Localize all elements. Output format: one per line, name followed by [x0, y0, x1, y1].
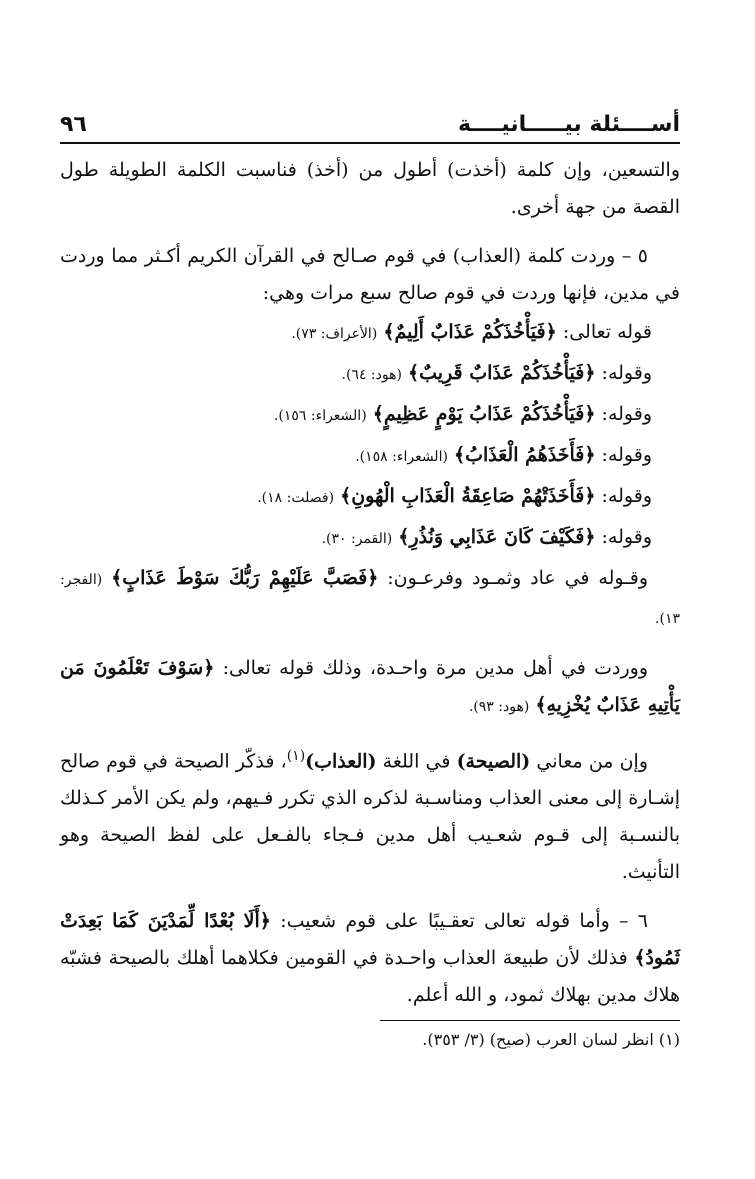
verse-line — [60, 478, 680, 517]
verse-line — [60, 355, 680, 394]
verse-lead: وقوله: — [601, 444, 652, 466]
paragraph-6 — [60, 903, 680, 1014]
verse-lead: وقوله: — [601, 485, 652, 507]
verse-ref: (الأعراف: ٧٣). — [291, 326, 378, 342]
footnote: (١) انظر لسان العرب (صيح) (٣/ ٣٥٣). — [422, 1030, 680, 1050]
p5-text-c: في اللغة — [382, 750, 451, 773]
p6-lead: ٦ – وأما قوله تعالى تعقـيبًا على قوم شعيب: — [280, 910, 649, 933]
verse-lead: وقوله: — [601, 362, 652, 384]
verse-ref: (الفجر: ١٣). — [60, 572, 680, 627]
footnote-marker: (١) — [286, 748, 306, 764]
quran-quote: ﴿فَيَأْخُذَكُمْ عَذَابُ يَوْمٍ عَظِيمٍ﴾ — [372, 403, 596, 425]
p3-lead: وقـوله في عاد وثمـود وفرعـون: — [387, 567, 649, 589]
p4-lead: ووردت في أهل مدين مرة واحـدة، وذلك قوله تعالى: — [222, 657, 648, 679]
running-title: أســــئلة بيـــــانيــــة — [458, 112, 680, 137]
quran-quote: ﴿أَلَا بُعْدًا لِّمَدْيَنَ كَمَا بَعِدَتْ ثَمُودُ﴾ — [60, 910, 681, 970]
verse-ref: (فصلت: ١٨). — [257, 490, 335, 506]
verse-ref: (هود: ٦٤). — [341, 367, 402, 383]
quran-quote: ﴿سَوْفَ تَعْلَمُونَ مَن يَأْتِيهِ عَذَابٌ يُخْزِيهِ﴾ — [60, 657, 680, 716]
quran-quote: ﴿فَكَيْفَ كَانَ عَذَابِي وَنُذُرِ﴾ — [398, 526, 596, 548]
p6-rest: فذلك لأن طبيعة العذاب واحـدة في القومين فكلاهما أهلك بالصيحة فشبّه هلاك مدين بهلاك ثمود، و الله أعلم. — [60, 947, 680, 1007]
verse-line — [60, 519, 680, 558]
quran-quote: ﴿فَيَأْخُذَكُمْ عَذَابٌ قَرِيبٌ﴾ — [408, 362, 596, 384]
p5-text-a: وإن من معاني — [536, 750, 648, 773]
quran-quote: ﴿فَيَأْخُذَكُمْ عَذَابٌ أَلِيمٌ﴾ — [383, 321, 557, 343]
verse-ref: (الشعراء: ١٥٦). — [273, 408, 367, 424]
verse-line — [60, 396, 680, 435]
quran-quote: ﴿فَأَخَذَتْهُمْ صَاعِقَةُ الْعَذَابِ الْهُونِ﴾ — [340, 485, 596, 507]
verse-lead: وقوله: — [601, 403, 652, 425]
body-text — [60, 152, 680, 1055]
verse-line — [60, 314, 680, 353]
paragraph-5 — [60, 738, 680, 891]
verse-line — [60, 437, 680, 476]
verse-ref: (هود: ٩٣). — [468, 699, 530, 715]
paragraph-1: والتسعين، وإن كلمة (أخذت) أطول من (أخذ) فناسبت الكلمة الطويلة طول القصة من جهة أخرى. — [60, 159, 680, 218]
paragraph-2: ٥ – وردت كلمة (العذاب) في قوم صـالح في القرآن الكريم أكـثر مما وردت في مدين، فإنها وردت في قوم صالح سبع مرات وهي: — [60, 245, 680, 304]
verse-ref: (القمر: ٣٠). — [321, 531, 393, 547]
quran-quote: ﴿فَأَخَذَهُمُ الْعَذَابُ﴾ — [453, 444, 596, 466]
verse-ref: (الشعراء: ١٥٨). — [355, 449, 448, 465]
verse-lead: قوله تعالى: — [562, 321, 652, 343]
quran-quote: ﴿فَصَبَّ عَلَيْهِمْ رَبُّكَ سَوْطَ عَذَابٍ﴾ — [111, 567, 379, 589]
page-number: ٩٦ — [60, 112, 87, 137]
page-header — [60, 112, 680, 144]
paragraph-3 — [60, 560, 680, 638]
p5-text-e: ، فذكّر الصيحة في قوم صالح إشـارة إلى معنى العذاب ومناسـبة لذكره الذي تكرر فـيهم، ولم يكن الأمر كـذلك بالنسـبة إلى قـوم شعـيب أهل مدين فـجاء بالفـعل على لفظ الصيحة وهو التأنيث. — [60, 750, 680, 884]
term-sayha: (الصيحة) — [456, 750, 531, 773]
paragraph-4 — [60, 650, 680, 726]
footnote-divider — [380, 1020, 680, 1021]
term-adhab: (العذاب) — [305, 750, 377, 773]
verse-lead: وقوله: — [601, 526, 652, 548]
